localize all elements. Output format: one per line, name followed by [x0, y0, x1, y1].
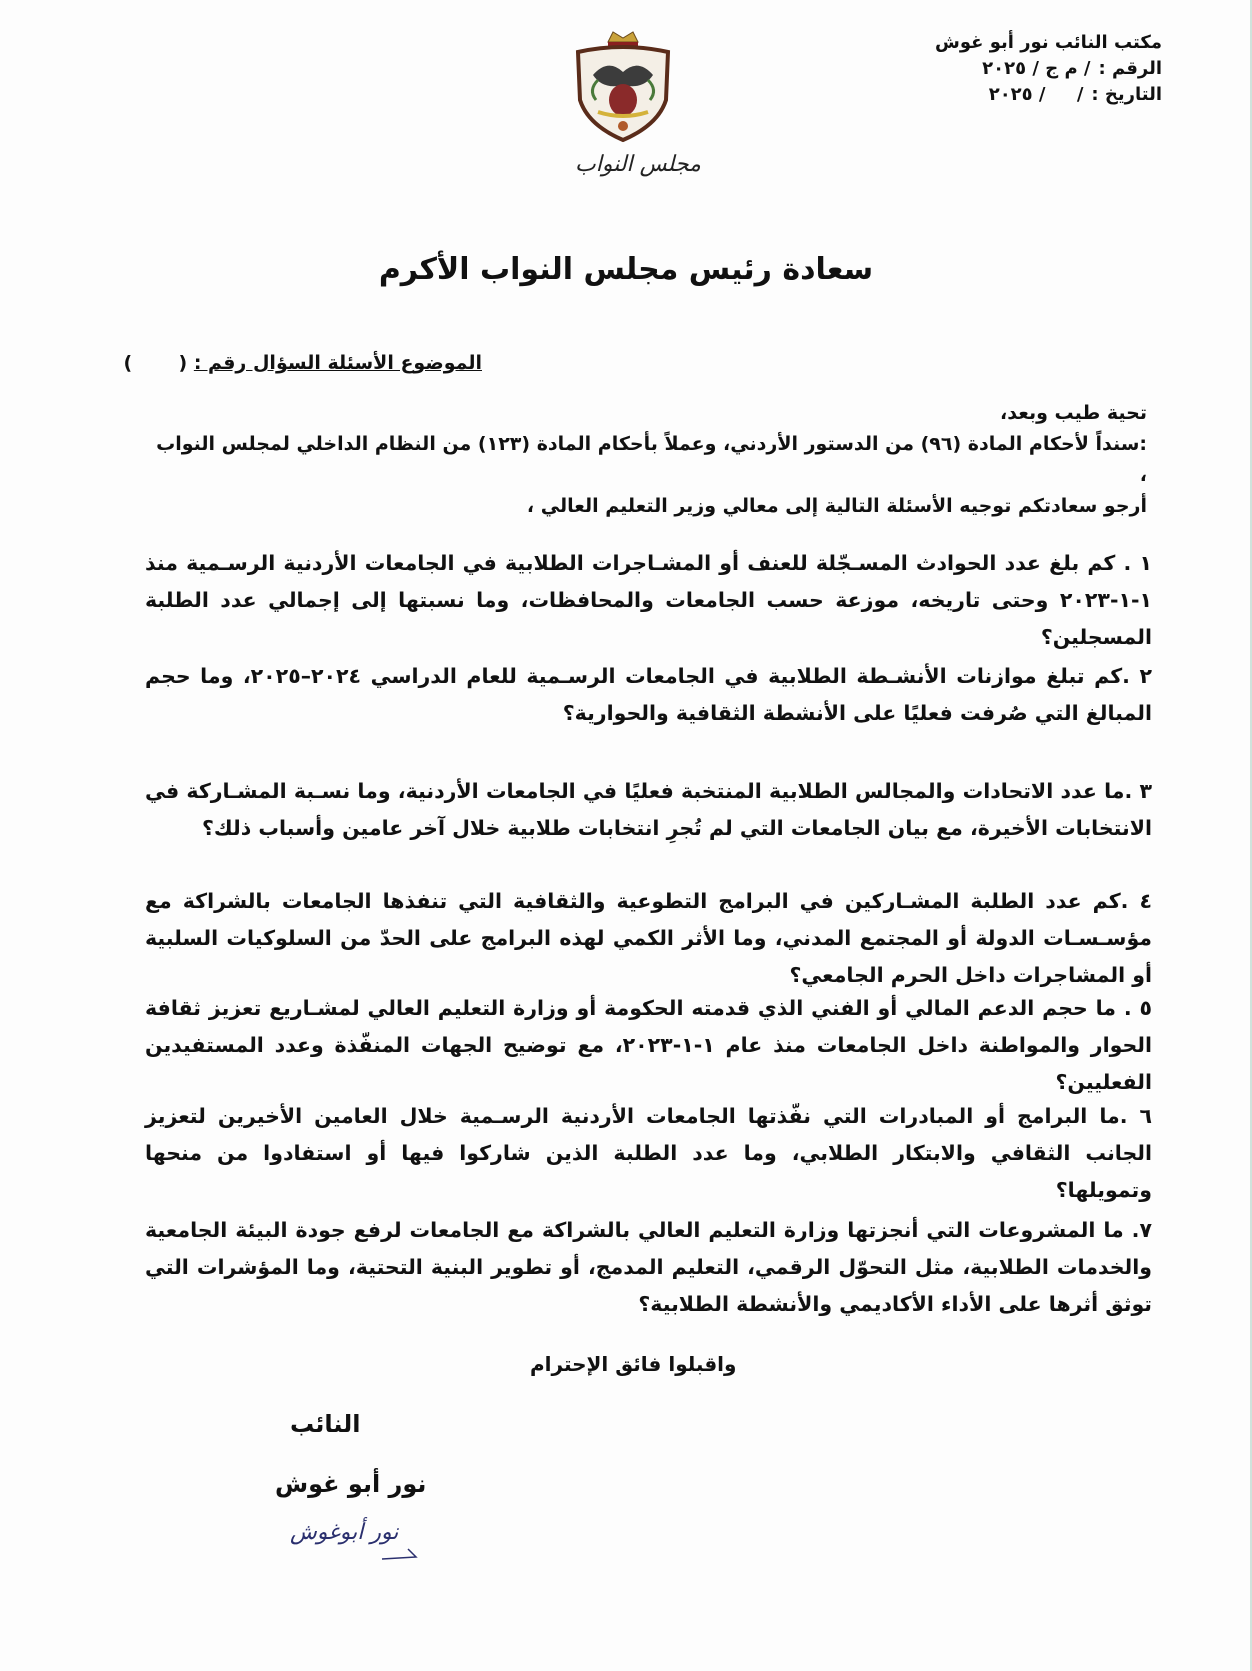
salutation: تحية طيب وبعد، — [1000, 402, 1147, 424]
office-name: مكتب النائب نور أبو غوش — [935, 32, 1162, 53]
signatory-title: النائب — [290, 1410, 361, 1438]
question-item: ٣ .ما عدد الاتحادات والمجالس الطلابية المنتخبة فعليًا في الجامعات الأردنية، وما نسـبة المشـاركة في الانتخابات الأخيرة، مع بيان الجامعات التي لم تُجرِ انتخابات طلابية خلال آخر عامين وأسباب ذلك؟ — [145, 779, 1152, 840]
date-label: التاريخ : — [1091, 84, 1162, 105]
question-item: ٤ .كم عدد الطلبة المشـاركين في البرامج التطوعية والثقافية التي تنفذها الجامعات بالشراكة مع مؤسـسـات الدولة أو المجتمع المدني، وما الأثر الكمي لهذه البرامج على الحدّ من السلوكيات السلبية أو المشاجرات داخل الحرم الجامعي؟ — [145, 889, 1152, 987]
institution-name: مجلس النواب — [575, 152, 701, 177]
date-value: / / ٢٠٢٥ — [988, 84, 1084, 105]
handwritten-signature: نور أبوغوش — [290, 1520, 399, 1545]
signature-stroke-icon — [380, 1545, 420, 1565]
jordan-coat-of-arms-icon — [568, 30, 678, 150]
question-item: ٥ . ما حجم الدعم المالي أو الفني الذي قدمته الحكومة أو وزارة التعليم العالي لمشـاريع تعزيز ثقافة الحوار والمواطنة داخل الجامعات منذ عام ١-١-٢٠٢٣، مع توضيح الجهات المنفّذة وعدد المستفيدين الفعليين؟ — [145, 996, 1152, 1094]
question-item: ٢ .كم تبلغ موازنات الأنشـطة الطلابية في الجامعات الرسـمية للعام الدراسي ٢٠٢٤–٢٠٢٥، وما حجم المبالغ التي صُرفت فعليًا على الأنشطة الثقافية والحوارية؟ — [145, 664, 1152, 725]
date-row — [935, 82, 1162, 108]
signatory-name: نور أبو غوش — [275, 1470, 427, 1498]
question-item: ٦ .ما البرامج أو المبادرات التي نفّذتها الجامعات الأردنية الرسـمية خلال العامين الأخيرين لتعزيز الجانب الثقافي والابتكار الطلابي، وما عدد الطلبة الذين شاركوا فيها أو استفادوا من منحها وتمويلها؟ — [145, 1104, 1152, 1202]
request-line: أرجو سعادتكم توجيه الأسئلة التالية إلى معالي وزير التعليم العالي ، — [526, 495, 1147, 517]
question-item: ١ . كم بلغ عدد الحوادث المسـجّلة للعنف أو المشـاجرات الطلابية في الجامعات الأردنية الرسـمية منذ ١-١-٢٠٢٣ وحتى تاريخه، موزعة حسب الجامعات والمحافظات، وما نسبتها إلى إجمالي عدد الطلبة المسجلين؟ — [145, 551, 1152, 649]
office-header — [935, 30, 1162, 108]
question-item: ٧. ما المشروعات التي أنجزتها وزارة التعليم العالي بالشراكة مع الجامعات لرفع جودة البيئة الجامعية والخدمات الطلابية، مثل التحوّل الرقمي، التعليم المدمج، أو تطوير البنية التحتية، وما المؤشرات التي توثق أثرها على الأداء الأكاديمي والأنشطة الطلابية؟ — [145, 1218, 1152, 1316]
greeting-block — [145, 398, 1147, 522]
legal-basis: :سنداً لأحكام المادة (٩٦) من الدستور الأردني، وعملاً بأحكام المادة (١٢٣) من النظام الداخلي لمجلس النواب ، — [156, 433, 1147, 486]
reference-value: / م ج / ٢٠٢٥ — [982, 58, 1091, 79]
closing-line: واقبلوا فائق الإحترام — [530, 1352, 737, 1376]
reference-row — [935, 56, 1162, 82]
subject-line — [124, 352, 482, 374]
reference-label: الرقم : — [1098, 58, 1162, 79]
subject-number: ( ) — [123, 352, 188, 374]
subject-label: الموضوع الأسئلة السؤال رقم : — [193, 352, 482, 374]
addressee-heading: سعادة رئيس مجلس النواب الأكرم — [378, 252, 874, 287]
